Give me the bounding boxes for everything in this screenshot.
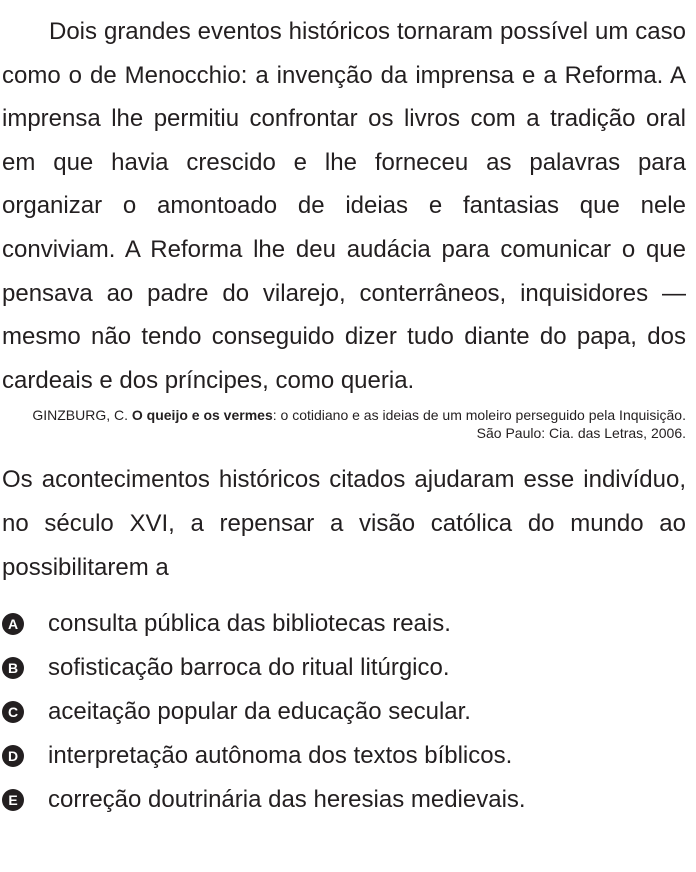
option-c-letter-badge: C (2, 701, 24, 723)
answer-options (2, 602, 686, 822)
citation-author: GINZBURG, C. (32, 407, 132, 424)
citation (2, 406, 686, 442)
option-b[interactable] (2, 646, 686, 690)
option-d[interactable] (2, 734, 686, 778)
option-d-text: interpretação autônoma dos textos bíblicos. (48, 742, 513, 770)
option-b-letter-badge: B (2, 657, 24, 679)
source-passage: Dois grandes eventos históricos tornaram possível um caso como o de Menocchio: a invenção da imprensa e a Reforma. A imprensa lhe permitiu confrontar os livros com a tradição oral em que havia crescido e lhe forneceu as palavras para organizar o amontoado de ideias e fantasias que nele conviviam. A Reforma lhe deu audácia para comunicar o que pensava ao padre do vilarejo, conterrâneos, inquisidores — mesmo não tendo conseguido dizer tudo diante do papa, dos cardeais e dos príncipes, como queria. (2, 18, 686, 394)
option-a[interactable] (2, 602, 686, 646)
option-d-letter-badge: D (2, 745, 24, 767)
option-c-text: aceitação popular da educação secular. (48, 698, 471, 726)
option-e[interactable] (2, 778, 686, 822)
question-stem: Os acontecimentos históricos citados ajudaram esse indivíduo, no século XVI, a repensar a visão católica do mundo ao possibilitarem a (2, 466, 686, 581)
citation-details: : o cotidiano e as ideias de um moleiro perseguido pela Inquisição. São Paulo: Cia. das Letras, 2006. (272, 407, 686, 442)
citation-title: O queijo e os vermes (131, 407, 273, 424)
option-a-text: consulta pública das bibliotecas reais. (48, 610, 451, 638)
option-a-letter-badge: A (2, 613, 24, 635)
option-e-text: correção doutrinária das heresias medievais. (48, 786, 526, 814)
option-e-letter-badge: E (2, 789, 24, 811)
option-b-text: sofisticação barroca do ritual litúrgico. (48, 654, 450, 682)
option-c[interactable] (2, 690, 686, 734)
